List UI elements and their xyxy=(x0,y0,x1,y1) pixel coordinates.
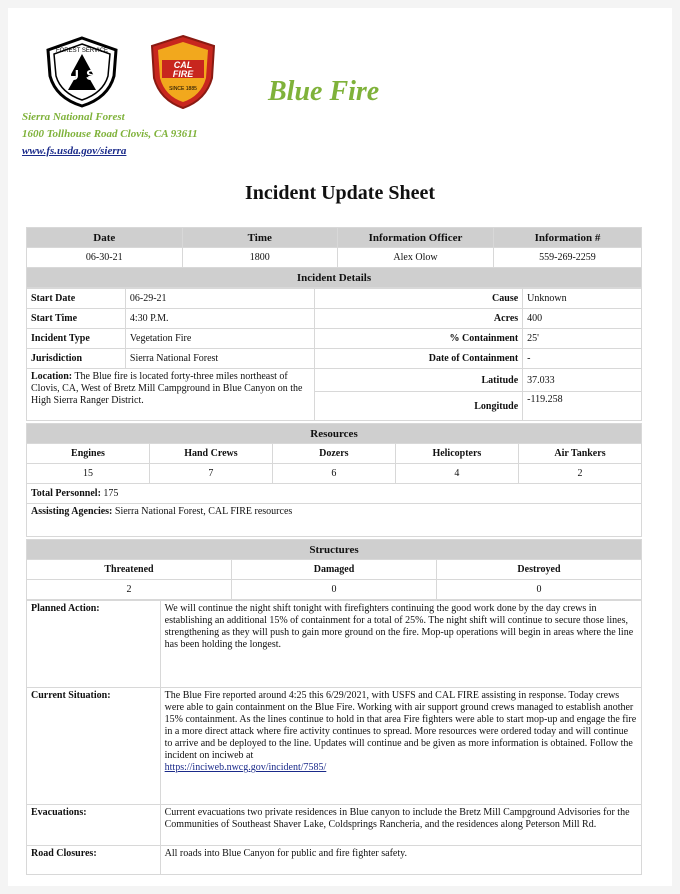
cal-fire-logo xyxy=(150,34,216,110)
svg-text:S: S xyxy=(86,67,97,84)
narrative-table xyxy=(26,600,642,875)
sheet-title: Incident Update Sheet xyxy=(244,182,435,204)
air-tankers-header: Air Tankers xyxy=(518,444,641,464)
current-situation-label: Current Situation: xyxy=(27,688,161,805)
resources-heading: Resources xyxy=(27,424,642,444)
resources-table xyxy=(26,423,642,537)
details-table xyxy=(26,288,642,421)
road-closures-text: All roads into Blue Canyon for public and fire fighter safety. xyxy=(160,846,641,875)
start-time-value: 4:30 P.M. xyxy=(125,309,314,329)
forest-name: Sierra National Forest xyxy=(22,111,125,123)
threatened-value: 2 xyxy=(27,580,232,600)
total-personnel-cell xyxy=(27,484,642,504)
officer-value: Alex Olow xyxy=(338,248,494,268)
date-containment-label: Date of Containment xyxy=(314,349,523,369)
evacuations-text: Current evacuations two private residences in Blue canyon to include the Bretz Mill Campground Advisories for the Communities of Southeast Shaver Lake, Coldsprings Rancheria, and the residences along Peterson Mill Rd. xyxy=(160,805,641,846)
forest-service-logo xyxy=(46,36,118,108)
hand-crews-value: 7 xyxy=(149,464,272,484)
acres-label: Acres xyxy=(314,309,523,329)
info-table xyxy=(26,227,642,288)
jurisdiction-label: Jurisdiction xyxy=(27,349,126,369)
structures-heading: Structures xyxy=(27,540,642,560)
current-situation-cell xyxy=(160,688,641,805)
latitude-value: 37.033 xyxy=(523,369,642,392)
start-date-value: 06-29-21 xyxy=(125,289,314,309)
incident-type-label: Incident Type xyxy=(27,329,126,349)
destroyed-header: Destroyed xyxy=(437,560,642,580)
svg-text:FOREST SERVICE: FOREST SERVICE xyxy=(55,48,109,54)
damaged-header: Damaged xyxy=(232,560,437,580)
fire-title: Blue Fire xyxy=(268,76,380,107)
svg-text:SINCE 1885: SINCE 1885 xyxy=(169,86,197,92)
assisting-agencies-label: Assisting Agencies: xyxy=(31,506,113,517)
total-personnel-label: Total Personnel: xyxy=(31,488,101,499)
svg-text:CAL: CAL xyxy=(173,60,193,70)
cause-value: Unknown xyxy=(523,289,642,309)
longitude-label: Longitude xyxy=(314,392,523,421)
svg-text:FIRE: FIRE xyxy=(172,69,194,79)
location-value: The Blue fire is located forty-three miles northeast of Clovis, CA, West of Bretz Mill Campground in Blue Canyon on the High Sierra Ranger District. xyxy=(31,371,303,406)
svg-text:U: U xyxy=(68,67,79,84)
incident-details-heading: Incident Details xyxy=(27,268,642,288)
officer-header: Information Officer xyxy=(338,228,494,248)
total-personnel-value: 175 xyxy=(103,488,119,499)
longitude-value: -119.258 xyxy=(523,392,642,421)
forest-address-block xyxy=(22,109,198,160)
dozers-value: 6 xyxy=(272,464,395,484)
structures-table xyxy=(26,539,642,600)
incident-type-value: Vegetation Fire xyxy=(125,329,314,349)
dozers-header: Dozers xyxy=(272,444,395,464)
assisting-agencies-cell xyxy=(27,504,642,537)
current-situation-text: The Blue Fire reported around 4:25 this 6/29/2021, with USFS and CAL FIRE assisting in response. Today crews were able to gain containment on the Blue Fire. Working with air support ground crews managed to establish another 15% containment. As the lines continue to hold in that area Fire fighters were able to start mop-up and engage the fire in a more direct attack where fire activity continues to spread. More resources were ordered today and will continue to arrive and be deployed to the line. Updates will continue and be given as more information is obtained. Follow the incident on inciweb at xyxy=(164,690,637,761)
helicopters-value: 4 xyxy=(395,464,518,484)
engines-header: Engines xyxy=(27,444,150,464)
destroyed-value: 0 xyxy=(437,580,642,600)
hand-crews-header: Hand Crews xyxy=(149,444,272,464)
start-time-label: Start Time xyxy=(27,309,126,329)
date-header: Date xyxy=(27,228,183,248)
inciweb-link[interactable]: https://inciweb.nwcg.gov/incident/7585/ xyxy=(164,762,327,773)
document-page xyxy=(8,8,672,886)
planned-action-label: Planned Action: xyxy=(27,601,161,688)
date-value: 06-30-21 xyxy=(27,248,183,268)
latitude-label: Latitude xyxy=(314,369,523,392)
date-containment-value: - xyxy=(523,349,642,369)
info-number-value: 559-269-2259 xyxy=(493,248,641,268)
air-tankers-value: 2 xyxy=(518,464,641,484)
time-header: Time xyxy=(182,228,338,248)
info-number-header: Information # xyxy=(493,228,641,248)
road-closures-label: Road Closures: xyxy=(27,846,161,875)
location-cell xyxy=(27,369,315,421)
cause-label: Cause xyxy=(314,289,523,309)
location-label: Location: xyxy=(31,371,73,382)
damaged-value: 0 xyxy=(232,580,437,600)
jurisdiction-value: Sierra National Forest xyxy=(125,349,314,369)
acres-value: 400 xyxy=(523,309,642,329)
forest-url-link[interactable]: www.fs.usda.gov/sierra xyxy=(22,145,127,157)
engines-value: 15 xyxy=(27,464,150,484)
evacuations-label: Evacuations: xyxy=(27,805,161,846)
time-value: 1800 xyxy=(182,248,338,268)
containment-value: 25' xyxy=(523,329,642,349)
helicopters-header: Helicopters xyxy=(395,444,518,464)
start-date-label: Start Date xyxy=(27,289,126,309)
threatened-header: Threatened xyxy=(27,560,232,580)
planned-action-text: We will continue the night shift tonight with firefighters continuing the good work done by the day crews in establishing an additional 15% of containment for a total of 25%. The night shift will continue to secure those lines, strengthening as they will push to gain more ground on the fire. Mop-up operations will begin in areas where the line has been holding the longest. xyxy=(160,601,641,688)
containment-label: % Containment xyxy=(314,329,523,349)
forest-address: 1600 Tollhouse Road Clovis, CA 93611 xyxy=(22,128,198,140)
assisting-agencies-value: Sierra National Forest, CAL FIRE resources xyxy=(114,506,293,517)
